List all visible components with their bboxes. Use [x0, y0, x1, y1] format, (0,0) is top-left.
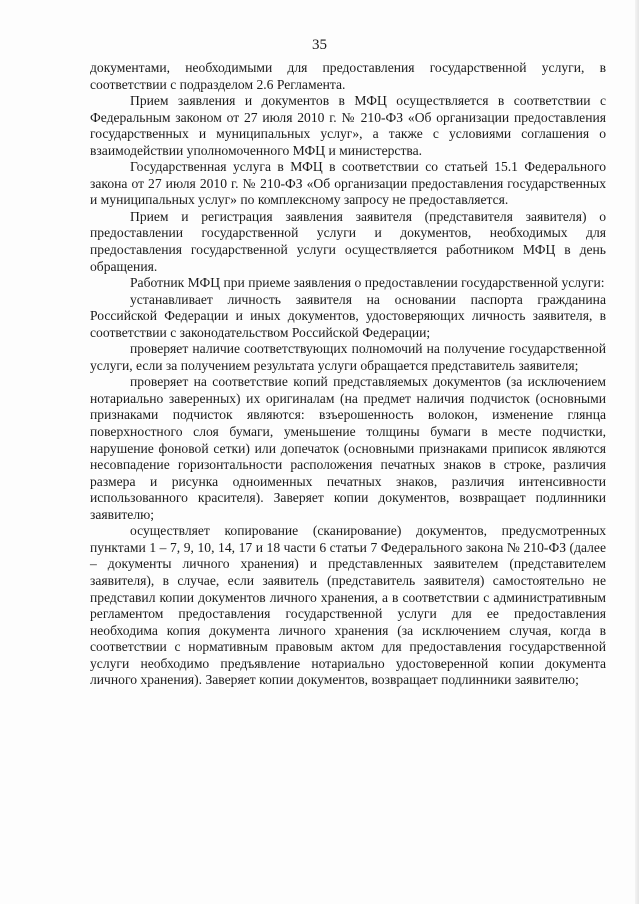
paragraph-complex-request: Государственная услуга в МФЦ в соответствии со статьей 15.1 Федерального закона от 27 июля 2010 г. № 210-ФЗ «Об организации предоставления государственных и муниципальных услуг» по комплексному запросу не предоставляется.	[90, 159, 606, 208]
paragraph-mfc-acceptance: Прием заявления и документов в МФЦ осуществляется в соответствии с Федеральным законом от 27 июля 2010 г. № 210-ФЗ «Об организации предоставления государственных и муниципальных услуг», а также с условиями соглашения о взаимодействии уполномоченного МФЦ и министерства.	[90, 93, 606, 158]
page-number: 35	[312, 37, 327, 53]
paragraph-document-scanning: осуществляет копирование (сканирование) документов, предусмотренных пунктами 1 – 7, 9, 10, 14, 17 и 18 части 6 статьи 7 Федерального закона № 210-ФЗ (далее – документы личного хранения) и представленных заявителем (представителем заявителя), в случае, если заявитель (представитель заявителя) самостоятельно не представил копии документов личного хранения, а в соответствии с административным регламентом предоставления государственной услуги для ее предоставления необходима копия документа личного хранения (за исключением случая, когда в соответствии с нормативным правовым актом для предоставления государственной услуги необходимо предъявление нотариально удостоверенной копии документа личного хранения). Заверяет копии документов, возвращает подлинники заявителю;	[90, 523, 606, 688]
paragraph-worker-duties-intro: Работник МФЦ при приеме заявления о предоставлении государственной услуги:	[130, 275, 605, 291]
paragraph-copy-verification: проверяет на соответствие копий представляемых документов (за исключением нотариально заверенных) их оригиналам (на предмет наличия подчисток (основными признаками подчисток являются: взъерошенность волокон, изменение глянца поверхностного слоя бумаги, уменьшение толщины бумаги в месте подчистки, нарушение фоновой сетки) или допечаток (основными признаками приписок являются несовпадение горизонтальности расположения печатных знаков в строке, различия размера и рисунка одноименных печатных знаков, различия интенсивности использованного красителя). Заверяет копии документов, возвращает подлинники заявителю;	[90, 374, 606, 522]
document-body	[90, 60, 606, 689]
paragraph-authority-check: проверяет наличие соответствующих полномочий на получение государственной услуги, если за получением результата услуги обращается представитель заявителя;	[90, 341, 606, 373]
paragraph-registration: Прием и регистрация заявления заявителя (представителя заявителя) о предоставлении государственной услуги и документов, необходимых для предоставления государственной услуги осуществляется работником МФЦ в день обращения.	[90, 208, 606, 274]
paragraph-continuation: документами, необходимыми для предоставления государственной услуги, в соответствии с подразделом 2.6 Регламента.	[90, 60, 606, 92]
paragraph-identity-check: устанавливает личность заявителя на основании паспорта гражданина Российской Федерации и иных документов, удостоверяющих личность заявителя, в соответствии с законодательством Российской Федерации;	[90, 291, 606, 340]
scan-edge	[635, 0, 639, 904]
